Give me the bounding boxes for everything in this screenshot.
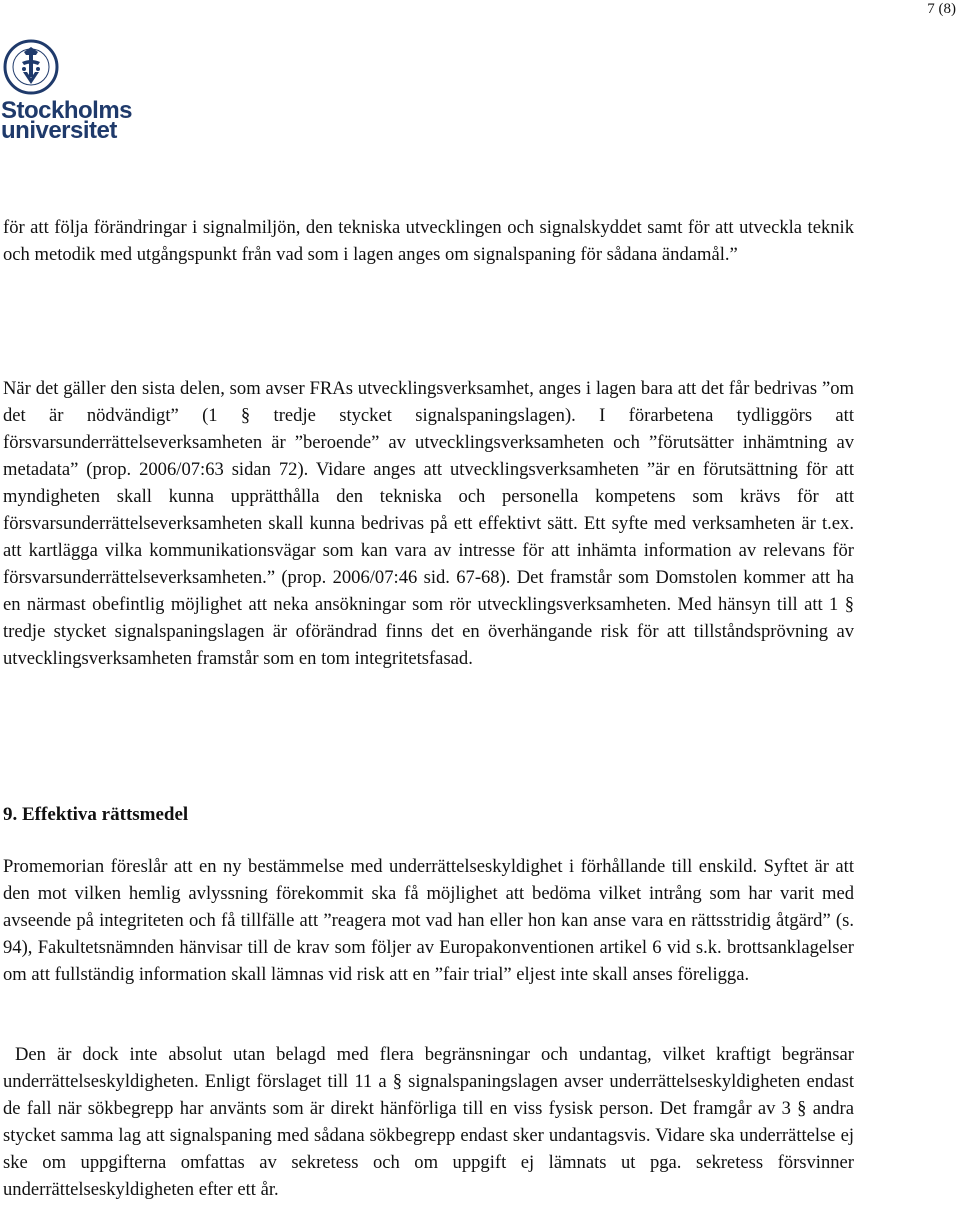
paragraph-3: Promemorian föreslår att en ny bestämmelse med underrättelseskyldighet i förhållande till enskild. Syftet är att den mot vilken hemlig avlyssning förekommit ska få möjlighet att bedöma vilket intrång som har varit med avseende på integriteten och få tillfälle att ”reagera mot vad han eller hon kan anse vara en rättsstridig åtgärd” (s. 94), Fakultetsnämnden hänvisar till de krav som följer av Europakonventionen artikel 6 vid s.k. brottsanklagelser om att fullständig information skall lämnas vid risk att en ”fair trial” eljest inte skall anses föreligga. xyxy=(3,856,854,985)
paragraph-2: När det gäller den sista delen, som avser FRAs utvecklingsverksamhet, anges i lagen bara att det får bedrivas ”om det är nödvändigt” (1 § tredje stycket signalspaningslagen). I förarbetena tydliggörs att försvarsunderrättelseverksamheten är ”beroende” av utvecklingsverksamheten och ”förutsätter inhämtning av metadata” (prop. 2006/07:63 sidan 72). Vidare anges att utvecklingsverksamheten ”är en förutsättning för att myndigheten skall kunna upprätthålla den tekniska och personella kompetens som krävs för att försvarsunderrättelseverksamheten skall kunna bedrivas på ett effektivt sätt. Ett syfte med verksamheten är t.ex. att kartlägga vilka kommunikationsvägar som kan vara av intresse för att inhämta information av relevans för försvarsunderrättelseverksamheten.” (prop. 2006/07:46 sid. 67-68). Det framstår som Domstolen kommer att ha en närmast obefintlig möjlighet att neka ansökningar som rör utvecklingsverksamheten. Med hänsyn till att 1 § tredje stycket signalspaningslagen är oförändrad finns det en överhängande risk för att tillståndsprövning av utvecklingsverksamheten framstår som en tom integritetsfasad. xyxy=(3,378,854,669)
paragraph-1: för att följa förändringar i signalmiljön, den tekniska utvecklingen och signalskyddet samt för att utveckla teknik och metodik med utgångspunkt från vad som i lagen anges om signalspaning för sådana ändamål.” xyxy=(3,217,854,265)
paragraph-4 xyxy=(3,1041,854,1203)
university-seal-icon xyxy=(2,38,60,96)
page-number: 7 (8) xyxy=(927,1,956,17)
logo-text-line2: universitet xyxy=(1,117,117,144)
university-logo xyxy=(0,38,133,144)
logo-text-line1: Stockholms xyxy=(1,97,133,124)
paragraph-4-text: Den är dock inte absolut utan belagd med flera begränsningar och undantag, vilket kraftigt begränsar underrättelseskyldigheten. Enligt förslaget till 11 a § signalspaningslagen avser underrättelseskyldigheten endast de fall när sökbegrepp har använts som är direkt hänförliga till en viss fysisk person. Det framgår av 3 § andra stycket samma lag att signalspaning med sådana sökbegrepp endast sker undantagsvis. Vidare ska underrättelse ej ske om uppgifterna omfattas av sekretess och om uppgift ej lämnats ut pga. sekretess försvinner underrättelseskyldigheten efter ett år. xyxy=(3,1044,854,1200)
section-heading: 9. Effektiva rättsmedel xyxy=(3,804,189,825)
